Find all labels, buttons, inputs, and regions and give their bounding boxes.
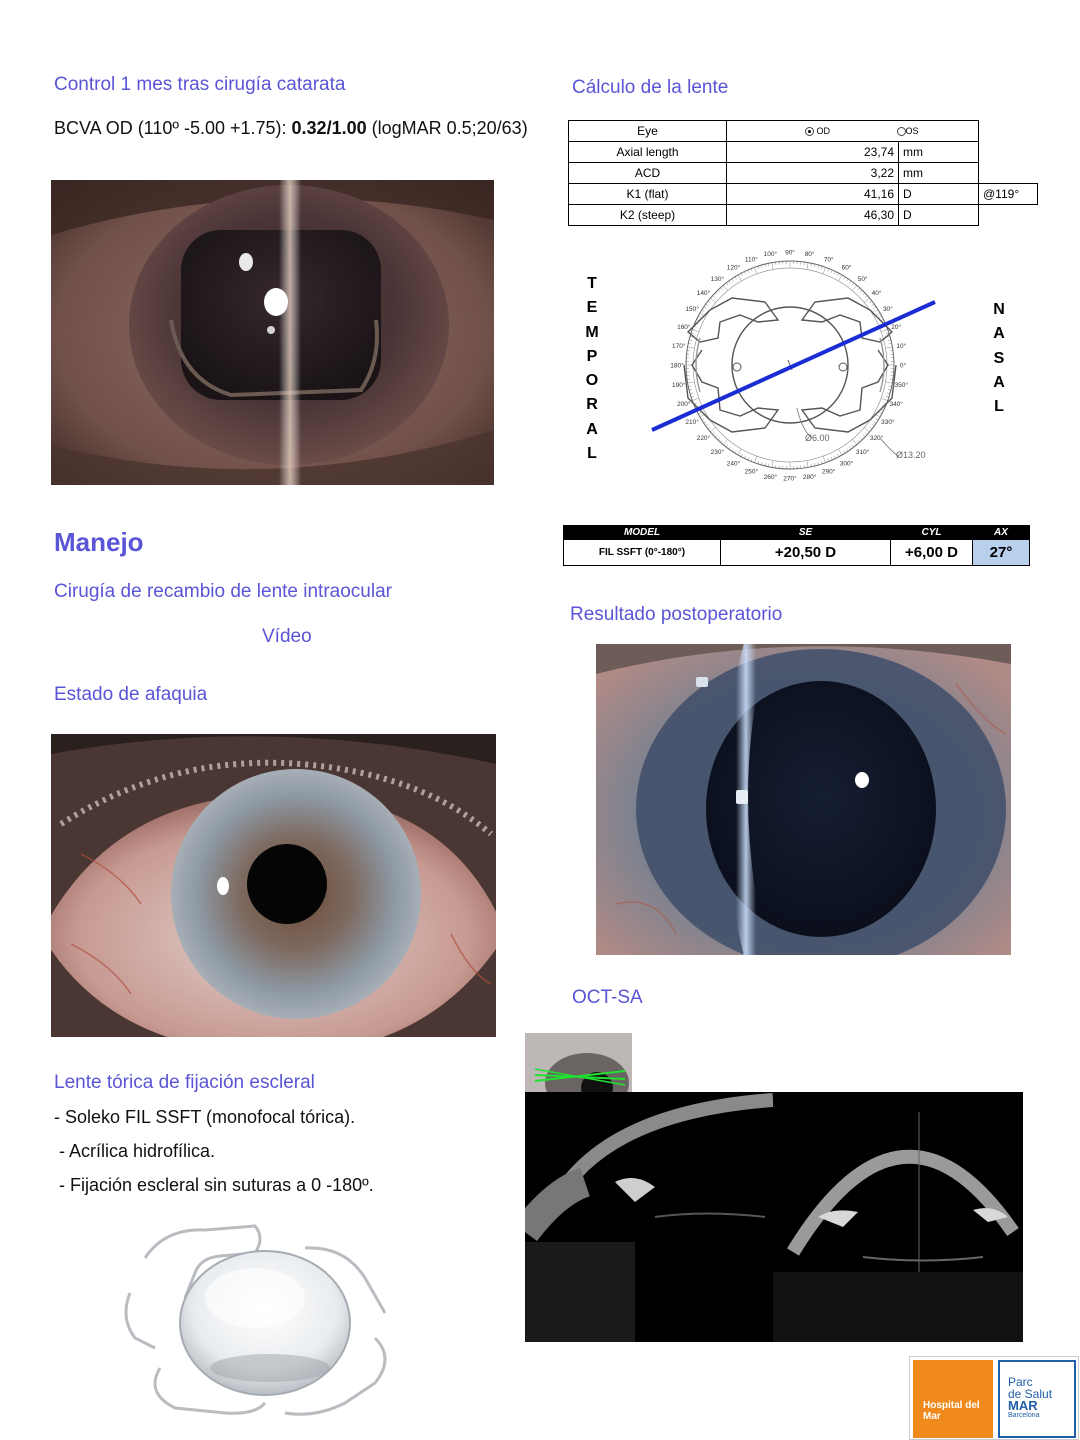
- table-row: [564, 540, 1030, 566]
- degree-label: 110°: [744, 256, 758, 264]
- row-value: 46,30: [727, 205, 899, 226]
- parc-line4: Barcelona: [1008, 1412, 1040, 1419]
- hospital-del-mar-logo: [913, 1360, 993, 1438]
- eye-photo-postop: [596, 644, 1011, 955]
- parc-line3: MAR: [1008, 1398, 1038, 1413]
- temporal-letter: P: [586, 347, 598, 365]
- degree-label: 300°: [839, 460, 854, 468]
- degree-tick: [807, 461, 808, 468]
- degree-tick: [886, 382, 893, 383]
- nasal-letter: A: [993, 373, 1005, 391]
- degree-tick: [852, 285, 856, 290]
- logo-block: [909, 1356, 1079, 1440]
- eye-label: Eye: [569, 121, 727, 142]
- hospital-logo-text: Hospital del Mar: [923, 1400, 980, 1422]
- temporal-letter: M: [585, 323, 599, 341]
- degree-label: 50°: [857, 275, 868, 283]
- nasal-letter: S: [993, 349, 1005, 367]
- se-header: SE: [721, 526, 891, 540]
- degree-tick: [823, 456, 825, 463]
- table-header-row: [564, 526, 1030, 540]
- ax-value: 27°: [973, 540, 1030, 566]
- degree-label: 270°: [783, 475, 797, 483]
- row-value: 23,74: [727, 142, 899, 163]
- model-value: FIL SSFT (0°-180°): [564, 540, 721, 566]
- degree-label: 310°: [855, 449, 870, 457]
- degree-tick: [738, 275, 742, 281]
- row-unit: D: [899, 184, 979, 205]
- dim-outer-label: Ø13.20: [896, 450, 926, 460]
- row-label: ACD: [569, 163, 727, 184]
- degree-label: 120°: [726, 264, 741, 272]
- lens-calc-table: [568, 120, 1038, 226]
- temporal-letter: R: [586, 396, 598, 414]
- result-heading: Resultado postoperatorio: [570, 604, 783, 625]
- toric-axis-line: [652, 302, 935, 430]
- degree-label: 190°: [671, 382, 686, 390]
- degree-label: 90°: [785, 249, 795, 257]
- degree-label: 170°: [671, 342, 686, 350]
- table-row: [569, 205, 1038, 226]
- ax-header: AX: [973, 526, 1030, 540]
- lens-item-3: - Fijación escleral sin suturas a 0 -180º.: [54, 1175, 374, 1195]
- degree-tick: [772, 263, 773, 270]
- lens-heading: Lente tórica de fijación escleral: [54, 1072, 315, 1093]
- oct-heading: OCT-SA: [572, 987, 643, 1008]
- degree-label: 160°: [677, 323, 691, 331]
- eye-photo-aphakia: [51, 734, 496, 1037]
- eye-selector: [727, 121, 979, 142]
- row-label: K2 (steep): [569, 205, 727, 226]
- degree-tick: [688, 382, 695, 383]
- degree-tick: [839, 275, 843, 281]
- od-radio[interactable]: [805, 127, 814, 136]
- degree-label: 230°: [710, 449, 725, 457]
- degree-label: 340°: [889, 401, 903, 409]
- oct-scan-right: [773, 1092, 1023, 1342]
- row-value: 3,22: [727, 163, 899, 184]
- nasal-letter: L: [994, 398, 1004, 416]
- table-row: [569, 163, 1038, 184]
- bcva-line: [54, 118, 528, 139]
- degree-tick: [754, 267, 756, 274]
- parc-salut-mar-logo: [998, 1360, 1076, 1438]
- degree-label: 0°: [899, 362, 907, 370]
- degree-tick: [772, 461, 773, 468]
- row-label: Axial length: [569, 142, 727, 163]
- bcva-suffix: (logMAR 0.5;20/63): [366, 118, 528, 138]
- toric-lens-illustration: [105, 1218, 405, 1423]
- afaquia-heading: Estado de afaquia: [54, 684, 208, 705]
- degree-label: 150°: [685, 306, 699, 313]
- degree-label: 240°: [726, 460, 741, 468]
- surgery-heading: Cirugía de recambio de lente intraocular: [54, 581, 392, 602]
- temporal-letter: O: [585, 372, 599, 390]
- table-row: [569, 142, 1038, 163]
- bcva-value: 0.32/1.00: [291, 118, 367, 138]
- degree-label: 80°: [804, 251, 815, 259]
- model-header: MODEL: [564, 526, 721, 540]
- temporal-letter: A: [586, 420, 598, 438]
- degree-label: 20°: [891, 323, 902, 331]
- degree-tick: [864, 427, 869, 431]
- degree-label: 320°: [869, 435, 884, 443]
- table-row: [569, 121, 1038, 142]
- degree-tick: [710, 298, 715, 302]
- degree-label: 290°: [821, 468, 836, 476]
- degree-label: 180°: [670, 362, 684, 370]
- parc-line2: de Salut: [1008, 1387, 1053, 1401]
- bcva-prefix: BCVA OD (110º -5.00 +1.75):: [54, 118, 292, 138]
- cyl-value: +6,00 D: [891, 540, 973, 566]
- manejo-heading: Manejo: [54, 527, 144, 557]
- degree-label: 280°: [802, 473, 817, 481]
- degree-tick: [839, 449, 843, 455]
- oct-scan-left: [525, 1092, 773, 1342]
- degree-tick: [738, 449, 742, 455]
- degree-label: 260°: [763, 473, 778, 481]
- degree-tick: [881, 398, 888, 400]
- degree-tick: [807, 263, 808, 270]
- row-unit: D: [899, 205, 979, 226]
- degree-label: 10°: [896, 342, 907, 350]
- row-unit: mm: [899, 163, 979, 184]
- video-link[interactable]: Vídeo: [262, 626, 312, 647]
- degree-label: 200°: [677, 401, 691, 409]
- row-value: 41,16: [727, 184, 899, 205]
- row-unit: mm: [899, 142, 979, 163]
- degree-tick: [723, 285, 727, 290]
- degree-tick: [754, 456, 756, 463]
- table-row: [569, 184, 1038, 205]
- calc-heading: Cálculo de la lente: [572, 77, 729, 98]
- temporal-letter: T: [587, 275, 597, 292]
- degree-label: 350°: [894, 382, 909, 390]
- degree-tick: [688, 347, 695, 348]
- nasal-letter: A: [993, 325, 1005, 343]
- degree-label: 210°: [685, 419, 699, 426]
- control-heading: Control 1 mes tras cirugía catarata: [54, 74, 346, 95]
- se-value: +20,50 D: [721, 540, 891, 566]
- dim-inner-label: Ø6.00: [805, 433, 830, 443]
- degree-tick: [823, 267, 825, 274]
- degree-tick: [692, 398, 699, 400]
- degree-tick: [710, 427, 715, 431]
- degree-tick: [881, 329, 888, 331]
- temporal-letter: E: [586, 299, 598, 317]
- cyl-header: CYL: [891, 526, 973, 540]
- os-label: OS: [905, 125, 919, 136]
- lens-item-2: - Acrílica hidrofílica.: [54, 1141, 216, 1161]
- iol-model-table: [563, 525, 1030, 566]
- degree-tick: [692, 329, 699, 331]
- degree-label: 220°: [696, 435, 711, 443]
- nasal-letter: N: [993, 301, 1005, 318]
- od-label: OD: [816, 125, 831, 136]
- os-radio[interactable]: [897, 127, 906, 136]
- degree-label: 130°: [710, 275, 725, 283]
- degree-label: 40°: [871, 289, 882, 297]
- degree-label: 330°: [881, 419, 895, 426]
- toric-axis-diagram: [640, 230, 940, 500]
- degree-label: 140°: [696, 289, 711, 297]
- degree-tick: [852, 439, 856, 444]
- temporal-label: [582, 272, 602, 466]
- parc-line1: Parc: [1008, 1375, 1033, 1389]
- degree-label: 250°: [744, 468, 759, 476]
- row-label: K1 (flat): [569, 184, 727, 205]
- degree-label: 100°: [763, 251, 778, 259]
- eye-photo-postcataract: [51, 180, 494, 485]
- row-extra: @119°: [979, 184, 1038, 205]
- degree-label: 70°: [823, 256, 834, 264]
- degree-tick: [723, 439, 727, 444]
- lens-item-1: - Soleko FIL SSFT (monofocal tórica).: [54, 1107, 356, 1127]
- temporal-letter: L: [587, 445, 597, 463]
- degree-label: 30°: [882, 306, 893, 313]
- degree-tick: [864, 298, 869, 302]
- degree-tick: [886, 347, 893, 348]
- degree-label: 60°: [841, 264, 852, 272]
- nasal-label: [989, 298, 1009, 419]
